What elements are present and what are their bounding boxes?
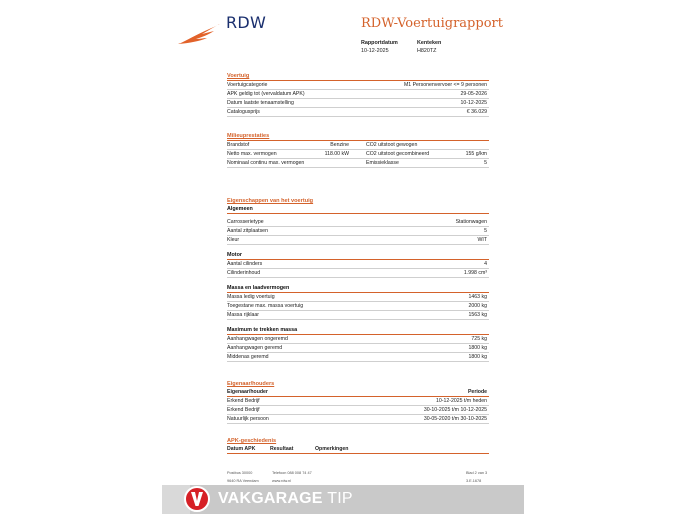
table-row: Erkend Bedrijf 30-10-2025 t/m 10-12-2025 (227, 407, 487, 413)
section-eigenaar (227, 380, 489, 424)
table-row: Massa ledig voertuig 1463 kg (227, 294, 487, 300)
report-date-value: 10-12-2025 (361, 48, 389, 54)
table-row: Erkend Bedrijf 10-12-2025 t/m heden (227, 398, 487, 404)
section-eigenschappen (227, 197, 489, 362)
subsection-title: Motor (227, 251, 489, 260)
table-row: Netto max. vermogen 118.00 kW CO2 uitstoot gecombineerd 155 g/km (227, 151, 487, 157)
subsection-title: Maximum te trekken massa (227, 326, 489, 335)
footer-postbus: Postbus 30000 (227, 471, 253, 475)
table-row: Natuurlijk persoon 30-05-2020 t/m 30-10-2025 (227, 416, 487, 422)
table-row: Voertuigcategorie M1 Personenvervoer <= 9 personen (227, 82, 487, 88)
vakgarage-banner (162, 485, 524, 514)
report-title: RDW-Voertuigrapport (361, 16, 503, 31)
section-title: Milieuprestaties (227, 133, 270, 139)
table-row: Aantal zitplaatsen 5 (227, 228, 487, 234)
section-apk (227, 437, 489, 454)
footer-code: 3.E.1678 (466, 479, 482, 483)
table-row: Carrosserietype Stationwagen (227, 219, 487, 225)
table-row: Datum laatste tenaamstelling 10-12-2025 (227, 100, 487, 106)
table-row: Catalogusprijs € 36.029 (227, 109, 487, 115)
table-row: Massa rijklaar 1563 kg (227, 312, 487, 318)
table-row: Nominaal continu max. vermogen Emissieklasse 5 (227, 160, 487, 166)
org-name: RDW (226, 13, 267, 32)
subsection-title: Algemeen (227, 205, 489, 214)
table-row: Aantal cilinders 4 (227, 261, 487, 267)
table-header: Eigenaar/houder Periode (227, 389, 487, 395)
table-row: Aanhangwagen ongeremd 725 kg (227, 336, 487, 342)
license-plate-label: Kenteken (417, 40, 442, 46)
section-title: Voertuig (227, 73, 250, 79)
table-row: APK geldig tot (vervaldatum APK) 29-05-2026 (227, 91, 487, 97)
table-row: Aanhangwagen geremd 1800 kg (227, 345, 487, 351)
license-plate-value: H820TZ (417, 48, 437, 54)
section-milieu (227, 132, 489, 168)
footer-city: 9640 RA Veendam (227, 479, 259, 483)
rdw-feather-logo-icon (176, 22, 222, 46)
section-title: Eigenschappen van het voertuig (227, 198, 314, 204)
table-row: Middenas geremd 1800 kg (227, 354, 487, 360)
table-row: Kleur WIT (227, 237, 487, 243)
vakgarage-logo-icon (184, 486, 210, 512)
table-header: Datum APK Resultaat Opmerkingen (227, 445, 489, 454)
table-row: Brandstof Benzine CO2 uitstoot gewogen (227, 140, 489, 150)
subsection-title: Massa en laadvermogen (227, 284, 489, 293)
table-row: Cilinderinhoud 1.998 cm³ (227, 270, 487, 276)
footer-page: Blad 2 van 3 (466, 471, 488, 475)
table-row: Toegestane max. massa voertuig 2000 kg (227, 303, 487, 309)
footer-phone: Telefoon 088 008 74 47 (272, 471, 312, 475)
section-title: APK-geschiedenis (227, 438, 277, 444)
report-date-label: Rapportdatum (361, 40, 398, 46)
vakgarage-wordmark: VAKGARAGE TIP (218, 490, 353, 507)
section-title: Eigenaar/houders (227, 381, 275, 387)
footer-web: www.rdw.nl (272, 479, 291, 483)
section-voertuig (227, 72, 489, 117)
